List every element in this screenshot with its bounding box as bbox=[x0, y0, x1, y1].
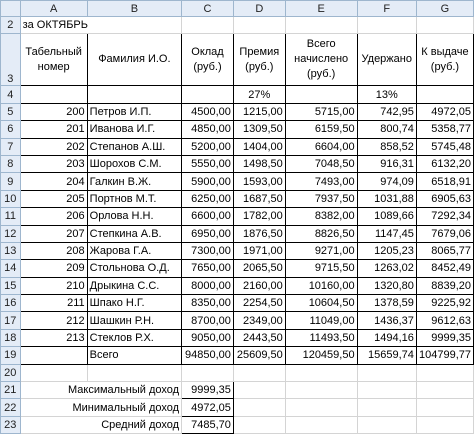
total-cell[interactable]: 8826,50 bbox=[285, 225, 357, 242]
cell[interactable] bbox=[20, 347, 87, 364]
row-header[interactable]: 10 bbox=[1, 190, 21, 207]
header-withheld[interactable]: Удержано bbox=[357, 34, 416, 86]
bonus-cell[interactable]: 1971,00 bbox=[233, 242, 285, 259]
cell[interactable] bbox=[285, 17, 357, 34]
row-header[interactable]: 15 bbox=[1, 277, 21, 294]
bonus-cell[interactable]: 1687,50 bbox=[233, 190, 285, 207]
withheld-cell[interactable]: 742,95 bbox=[357, 103, 416, 120]
cell[interactable] bbox=[20, 364, 87, 381]
header-bonus[interactable]: Премия (руб.) bbox=[233, 34, 285, 86]
cell[interactable] bbox=[233, 399, 285, 416]
column-header-c[interactable]: C bbox=[182, 1, 234, 17]
cell[interactable] bbox=[20, 86, 87, 103]
row-header[interactable]: 3 bbox=[1, 34, 21, 86]
payout-cell[interactable]: 5745,48 bbox=[416, 138, 473, 155]
cell[interactable] bbox=[357, 416, 416, 433]
bonus-cell[interactable]: 2065,50 bbox=[233, 260, 285, 277]
stat-label[interactable]: Средний доход bbox=[20, 416, 181, 433]
payout-cell[interactable]: 7679,06 bbox=[416, 225, 473, 242]
table-row bbox=[1, 173, 474, 190]
row-header[interactable]: 19 bbox=[1, 347, 21, 364]
tab-number-cell[interactable]: 202 bbox=[20, 138, 87, 155]
stat-row bbox=[1, 399, 474, 416]
salary-cell[interactable]: 4500,00 bbox=[182, 103, 234, 120]
payout-cell[interactable]: 8839,20 bbox=[416, 277, 473, 294]
total-cell[interactable]: 5715,00 bbox=[285, 103, 357, 120]
row-header[interactable]: 17 bbox=[1, 312, 21, 329]
total-cell[interactable]: 6604,00 bbox=[285, 138, 357, 155]
tab-number-cell[interactable]: 209 bbox=[20, 260, 87, 277]
row-header[interactable]: 14 bbox=[1, 260, 21, 277]
header-tab-number[interactable]: Табельный номер bbox=[20, 34, 87, 86]
column-header-f[interactable]: F bbox=[357, 1, 416, 17]
bonus-cell[interactable]: 2254,50 bbox=[233, 295, 285, 312]
payout-cell[interactable]: 9612,63 bbox=[416, 312, 473, 329]
table-row bbox=[1, 121, 474, 138]
row-header[interactable]: 18 bbox=[1, 329, 21, 346]
row-header[interactable]: 5 bbox=[1, 103, 21, 120]
payout-cell[interactable]: 6132,20 bbox=[416, 155, 473, 172]
salary-cell[interactable]: 4850,00 bbox=[182, 121, 234, 138]
cell[interactable] bbox=[357, 399, 416, 416]
bonus-cell[interactable]: 1498,50 bbox=[233, 155, 285, 172]
salary-cell[interactable]: 6950,00 bbox=[182, 225, 234, 242]
bonus-cell[interactable]: 1593,00 bbox=[233, 173, 285, 190]
cell[interactable] bbox=[285, 86, 357, 103]
cell[interactable] bbox=[416, 364, 473, 381]
totals-total[interactable]: 120459,50 bbox=[285, 347, 357, 364]
salary-cell[interactable]: 8700,00 bbox=[182, 312, 234, 329]
row-header[interactable]: 11 bbox=[1, 208, 21, 225]
withheld-cell[interactable]: 1089,66 bbox=[357, 208, 416, 225]
total-cell[interactable]: 11049,00 bbox=[285, 312, 357, 329]
payout-cell[interactable]: 6518,91 bbox=[416, 173, 473, 190]
row-header[interactable]: 9 bbox=[1, 173, 21, 190]
stat-row bbox=[1, 382, 474, 399]
payout-cell[interactable]: 9999,35 bbox=[416, 329, 473, 346]
row-header[interactable]: 12 bbox=[1, 225, 21, 242]
bonus-cell[interactable]: 1309,50 bbox=[233, 121, 285, 138]
totals-withheld[interactable]: 15659,74 bbox=[357, 347, 416, 364]
cell[interactable] bbox=[416, 17, 473, 34]
totals-payout[interactable]: 104799,77 bbox=[416, 347, 473, 364]
withheld-cell[interactable]: 1494,16 bbox=[357, 329, 416, 346]
tab-number-cell[interactable]: 203 bbox=[20, 155, 87, 172]
total-cell[interactable]: 7048,50 bbox=[285, 155, 357, 172]
salary-cell[interactable]: 8350,00 bbox=[182, 295, 234, 312]
total-cell[interactable]: 10604,50 bbox=[285, 295, 357, 312]
salary-cell[interactable]: 5200,00 bbox=[182, 138, 234, 155]
tab-number-cell[interactable]: 204 bbox=[20, 173, 87, 190]
payout-cell[interactable]: 8452,49 bbox=[416, 260, 473, 277]
column-header-a[interactable]: A bbox=[20, 1, 87, 17]
stat-value[interactable]: 9999,35 bbox=[182, 382, 234, 399]
bonus-cell[interactable]: 2443,50 bbox=[233, 329, 285, 346]
total-cell[interactable]: 11493,50 bbox=[285, 329, 357, 346]
salary-cell[interactable]: 6600,00 bbox=[182, 208, 234, 225]
salary-cell[interactable]: 5900,00 bbox=[182, 173, 234, 190]
header-total[interactable]: Всего начислено (руб.) bbox=[285, 34, 357, 86]
stat-label[interactable]: Минимальный доход bbox=[20, 399, 181, 416]
withheld-cell[interactable]: 800,74 bbox=[357, 121, 416, 138]
cell[interactable] bbox=[87, 364, 181, 381]
row-header[interactable]: 2 bbox=[1, 17, 21, 34]
table-row bbox=[1, 155, 474, 172]
totals-label[interactable]: Всего bbox=[87, 347, 181, 364]
withheld-cell[interactable]: 916,31 bbox=[357, 155, 416, 172]
title-cell[interactable]: за ОКТЯБРЬ bbox=[20, 17, 181, 34]
row-header[interactable]: 6 bbox=[1, 121, 21, 138]
payout-cell[interactable]: 9225,92 bbox=[416, 295, 473, 312]
table-row bbox=[1, 277, 474, 294]
name-cell[interactable]: Портнов М.Т. bbox=[87, 190, 181, 207]
cell[interactable] bbox=[182, 86, 234, 103]
totals-bonus[interactable]: 25609,50 bbox=[233, 347, 285, 364]
cell[interactable] bbox=[182, 17, 234, 34]
name-cell[interactable]: Шорохов С.М. bbox=[87, 155, 181, 172]
bonus-cell[interactable]: 1404,00 bbox=[233, 138, 285, 155]
header-salary[interactable]: Оклад (руб.) bbox=[182, 34, 234, 86]
tab-number-cell[interactable]: 213 bbox=[20, 329, 87, 346]
name-cell[interactable]: Шпако Н.Г. bbox=[87, 295, 181, 312]
payout-cell[interactable]: 6905,63 bbox=[416, 190, 473, 207]
bonus-cell[interactable]: 1782,00 bbox=[233, 208, 285, 225]
withheld-cell[interactable]: 1205,23 bbox=[357, 242, 416, 259]
cell[interactable] bbox=[416, 399, 473, 416]
cell[interactable] bbox=[416, 416, 473, 433]
table-row bbox=[1, 138, 474, 155]
payout-cell[interactable]: 4972,05 bbox=[416, 103, 473, 120]
header-payout[interactable]: К выдаче (руб.) bbox=[416, 34, 473, 86]
withheld-cell[interactable]: 1147,45 bbox=[357, 225, 416, 242]
row-header[interactable]: 20 bbox=[1, 364, 21, 381]
total-cell[interactable]: 7493,00 bbox=[285, 173, 357, 190]
name-cell[interactable]: Степанов А.Ш. bbox=[87, 138, 181, 155]
name-cell[interactable]: Жарова Г.А. bbox=[87, 242, 181, 259]
salary-cell[interactable]: 6250,00 bbox=[182, 190, 234, 207]
cell[interactable] bbox=[285, 399, 357, 416]
salary-cell[interactable]: 5550,00 bbox=[182, 155, 234, 172]
cell[interactable] bbox=[357, 364, 416, 381]
name-cell[interactable]: Шашкин Р.Н. bbox=[87, 312, 181, 329]
cell[interactable] bbox=[357, 382, 416, 399]
tab-number-cell[interactable]: 212 bbox=[20, 312, 87, 329]
stat-label[interactable]: Максимальный доход bbox=[20, 382, 181, 399]
withheld-cell[interactable]: 858,52 bbox=[357, 138, 416, 155]
table-row bbox=[1, 190, 474, 207]
cell[interactable] bbox=[285, 416, 357, 433]
tab-number-cell[interactable]: 201 bbox=[20, 121, 87, 138]
tab-number-cell[interactable]: 205 bbox=[20, 190, 87, 207]
withheld-cell[interactable]: 1436,37 bbox=[357, 312, 416, 329]
row-header[interactable]: 13 bbox=[1, 242, 21, 259]
bonus-cell[interactable]: 1876,50 bbox=[233, 225, 285, 242]
salary-cell[interactable]: 7300,00 bbox=[182, 242, 234, 259]
table-row bbox=[1, 242, 474, 259]
withheld-cell[interactable]: 1320,80 bbox=[357, 277, 416, 294]
cell[interactable] bbox=[416, 86, 473, 103]
table-row bbox=[1, 103, 474, 120]
row-header[interactable]: 21 bbox=[1, 382, 21, 399]
totals-salary[interactable]: 94850,00 bbox=[182, 347, 234, 364]
row-header[interactable]: 22 bbox=[1, 399, 21, 416]
row-header[interactable]: 7 bbox=[1, 138, 21, 155]
salary-cell[interactable]: 7650,00 bbox=[182, 260, 234, 277]
name-cell[interactable]: Иванова И.Г. bbox=[87, 121, 181, 138]
column-header-d[interactable]: D bbox=[233, 1, 285, 17]
stat-value[interactable]: 4972,05 bbox=[182, 399, 234, 416]
column-header-b[interactable]: B bbox=[87, 1, 181, 17]
cell[interactable] bbox=[182, 364, 234, 381]
table-row bbox=[1, 295, 474, 312]
name-cell[interactable]: Стеклов Р.Х. bbox=[87, 329, 181, 346]
cell[interactable] bbox=[285, 382, 357, 399]
tab-number-cell[interactable]: 210 bbox=[20, 277, 87, 294]
row-header[interactable]: 4 bbox=[1, 86, 21, 103]
name-cell[interactable]: Петров И.П. bbox=[87, 103, 181, 120]
row-header[interactable]: 8 bbox=[1, 155, 21, 172]
cell[interactable] bbox=[233, 17, 285, 34]
bonus-cell[interactable]: 2349,00 bbox=[233, 312, 285, 329]
cell[interactable] bbox=[416, 382, 473, 399]
header-name[interactable]: Фамилия И.О. bbox=[87, 34, 181, 86]
withheld-cell[interactable]: 1378,59 bbox=[357, 295, 416, 312]
salary-cell[interactable]: 9050,00 bbox=[182, 329, 234, 346]
stat-row bbox=[1, 416, 474, 433]
cell[interactable] bbox=[233, 364, 285, 381]
table-row bbox=[1, 225, 474, 242]
payout-cell[interactable]: 7292,34 bbox=[416, 208, 473, 225]
name-cell[interactable]: Степкина А.В. bbox=[87, 225, 181, 242]
table-row bbox=[1, 208, 474, 225]
select-all-corner[interactable] bbox=[1, 1, 21, 17]
name-cell[interactable]: Дрыкина С.С. bbox=[87, 277, 181, 294]
tab-number-cell[interactable]: 206 bbox=[20, 208, 87, 225]
total-cell[interactable]: 10160,00 bbox=[285, 277, 357, 294]
tab-number-cell[interactable]: 207 bbox=[20, 225, 87, 242]
withheld-cell[interactable]: 1263,02 bbox=[357, 260, 416, 277]
row-header[interactable]: 23 bbox=[1, 416, 21, 433]
table-row bbox=[1, 329, 474, 346]
withheld-cell[interactable]: 1031,88 bbox=[357, 190, 416, 207]
payout-cell[interactable]: 5358,77 bbox=[416, 121, 473, 138]
bonus-rate-cell[interactable]: 27% bbox=[233, 86, 285, 103]
stat-value[interactable]: 7485,70 bbox=[182, 416, 234, 433]
total-cell[interactable]: 8382,00 bbox=[285, 208, 357, 225]
total-cell[interactable]: 7937,50 bbox=[285, 190, 357, 207]
total-cell[interactable]: 9715,50 bbox=[285, 260, 357, 277]
name-cell[interactable]: Стольнова О.Д. bbox=[87, 260, 181, 277]
tab-number-cell[interactable]: 208 bbox=[20, 242, 87, 259]
cell[interactable] bbox=[87, 86, 181, 103]
bonus-cell[interactable]: 2160,00 bbox=[233, 277, 285, 294]
total-cell[interactable]: 9271,00 bbox=[285, 242, 357, 259]
salary-cell[interactable]: 8000,00 bbox=[182, 277, 234, 294]
table-row bbox=[1, 260, 474, 277]
name-cell[interactable]: Галкин В.Ж. bbox=[87, 173, 181, 190]
payout-cell[interactable]: 8065,77 bbox=[416, 242, 473, 259]
row-header[interactable]: 16 bbox=[1, 295, 21, 312]
withheld-cell[interactable]: 974,09 bbox=[357, 173, 416, 190]
tab-number-cell[interactable]: 200 bbox=[20, 103, 87, 120]
withheld-rate-cell[interactable]: 13% bbox=[357, 86, 416, 103]
cell[interactable] bbox=[233, 416, 285, 433]
total-cell[interactable]: 6159,50 bbox=[285, 121, 357, 138]
bonus-cell[interactable]: 1215,00 bbox=[233, 103, 285, 120]
column-header-e[interactable]: E bbox=[285, 1, 357, 17]
cell[interactable] bbox=[285, 364, 357, 381]
column-header-g[interactable]: G bbox=[416, 1, 473, 17]
name-cell[interactable]: Орлова Н.Н. bbox=[87, 208, 181, 225]
table-row bbox=[1, 312, 474, 329]
cell[interactable] bbox=[357, 17, 416, 34]
tab-number-cell[interactable]: 211 bbox=[20, 295, 87, 312]
cell[interactable] bbox=[233, 382, 285, 399]
